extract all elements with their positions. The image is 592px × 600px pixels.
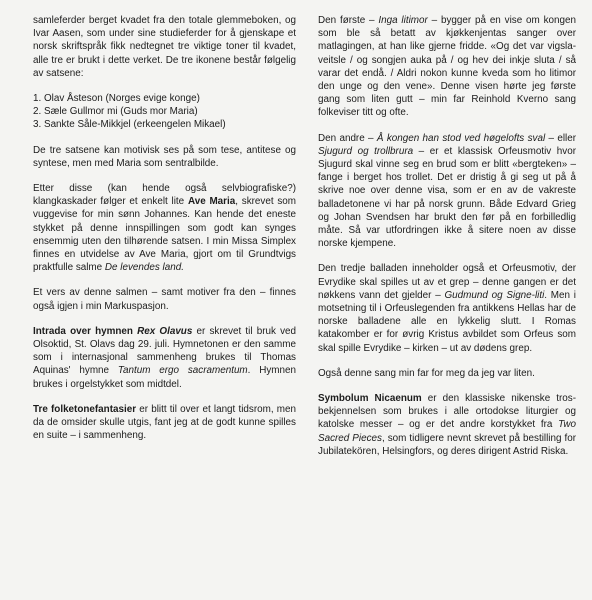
text-span: . Hymnen brukes i orgelstykket som midtdel. (33, 365, 296, 390)
paragraph-sjugurd (318, 132, 576, 251)
movement-item-1: 1. Olav Åsteson (Norges evige konge) (33, 93, 200, 105)
text-span: . Men i motsetning til i Orfeuslegenden fra antikkens Hellas har de norske balladene alle en lykkelig slutt. I Romas katakomber er for øvrig Kristus avbildet som Orfeus som skal spille Evrydike – kirken – ut av dødens grep. (318, 289, 576, 354)
movement-list (33, 92, 296, 132)
text-span: er den klassiske nikenske trosbekjennelsen som brukes i alle ortodokse liturgier og katolske messer – og er det andre korstykket fra (318, 393, 576, 431)
text-span: , som tidligere nevnt skrevet på bestilling for Jubilatekören, Helsingfors, og deres dirigent Astrid Riska. (318, 432, 576, 457)
paragraph-aasen: samleferder berget kvadet fra den totale glemmeboken, og Ivar Aasen, som under sine studieferder for å gjenskape et norsk skriftspråk fikk nedtegnet tre viktige toner til kvadet, alle tre er brukt i dette verket. De tre ikonene består følgelig av satsene: (33, 15, 296, 79)
bold-title-folketonefantasier: Tre folketonefantasier (33, 403, 137, 415)
bold-title-ave-maria: Ave Maria (187, 196, 236, 208)
bold-title-symbolum: Symbolum Nicaenum (318, 393, 422, 405)
movement-item-3: 3. Sankte Såle-Mikkjel (erkeengelen Mikael) (33, 119, 226, 131)
text-span: – bygger på en vise om kongen som ble så betatt av kjøkkenjentas sanger over matlagingen, at han like gjerne fridde. «Og det var vigsla-veitsle / og songjen auka på / og hev dei inkje sluta / så varar det endå. / Aldri nokon kunne kveda som ho litimor den unge og den vene». Denne visen hørte jeg første gang som liten gutt – min far Reinhold Kverno sang folkeviser titt og ofte. (318, 15, 577, 119)
text-span: Den første – (318, 15, 379, 26)
italic-title-levendes-land: De levendes land. (104, 262, 184, 274)
paragraph-ave-maria (33, 182, 296, 274)
text-span: er blitt til over et langt tidsrom, men da de omsider skulle utgis, fant jeg at de godt kunne spilles en suite – i sammenheng. (33, 403, 296, 442)
text-span: – er et klassisk Orfeusmotiv hvor Sjugurd skal vinne seg en brud som er blitt «bergteken» – fange i berget hos trollet. Det er dristig å gi seg ut på å skrive noe over denne visa, som er en av de vakreste balladetonene vi har på norsk grunn. Både Edvard Grieg og Johan Svendsen har brukt den før på en forbilledlig måte. Så var utfordringen ikke å sitere noen av disse norske kjempene. (318, 145, 576, 250)
italic-inga-litimor: Inga litimor (378, 15, 428, 26)
left-column (33, 14, 296, 442)
paragraph-three-movements: De tre satsene kan motivisk ses på som tese, antitese og syntese, men med Maria som sentralbilde. (33, 144, 296, 169)
italic-sjugurd-trollbrura: Sjugurd og trollbrura (318, 145, 414, 157)
text-span: er skrevet til bruk ved Olsoktid, St. Olavs dag 29. juli. Hymnetonen er den samme som i internasjonal sammenheng brukes til Thomas Aquinas' hymne (33, 325, 297, 377)
paragraph-intrada (33, 325, 296, 391)
italic-kongen-han-stod: Å kongen han stod ved høgelofts sval (376, 132, 546, 144)
text-span: , skrevet som vuggevise for min sønn Johannes. Kan hende det eneste stykket på denne innspillingen som godt kan synges ensemmig uten den tilhørende satsen. I min Missa Simplex finnes en utvidelse av Ave Maria, gjort om til Grundtvigs praktfulle salme (33, 196, 296, 274)
bold-title-intrada: Intrada over hymnen (33, 325, 138, 337)
text-span: Etter disse (kan hende også selvbiografiske?) klangkaskader følger et enkelt lite (33, 183, 296, 208)
paragraph-symbolum (318, 392, 576, 458)
movement-item-2: 2. Sæle Gullmor mi (Guds mor Maria) (33, 106, 198, 118)
bold-italic-rex-olavus (137, 326, 192, 337)
right-column (318, 14, 576, 458)
paragraph-inga-litimor (318, 14, 576, 120)
italic-gudmund-signe: Gudmund og Signe-liti (444, 289, 545, 301)
text-span: Den andre – (318, 132, 377, 144)
paragraph-far-sang: Også denne sang min far for meg da jeg var liten. (318, 367, 535, 379)
paragraph-markuspasjon: Et vers av denne salmen – samt motiver fra den – finnes også igjen i min Markuspasjon. (33, 287, 296, 312)
text-span: Den tredje balladen inneholder også et Orfeusmotiv, der Evrydike skal spilles ut av et grep – denne gangen er det nøkkens vann det gjelder – (318, 263, 576, 301)
text-span: – eller (545, 132, 576, 144)
italic-two-sacred-pieces: Two Sacred Pieces (318, 419, 576, 444)
paragraph-gudmund (318, 262, 576, 354)
paragraph-folketonefantasier (33, 403, 296, 443)
italic-tantum-ergo: Tantum ergo sacramentum (117, 365, 248, 377)
italic-rex-olavus: Rex Olavus (137, 325, 193, 337)
